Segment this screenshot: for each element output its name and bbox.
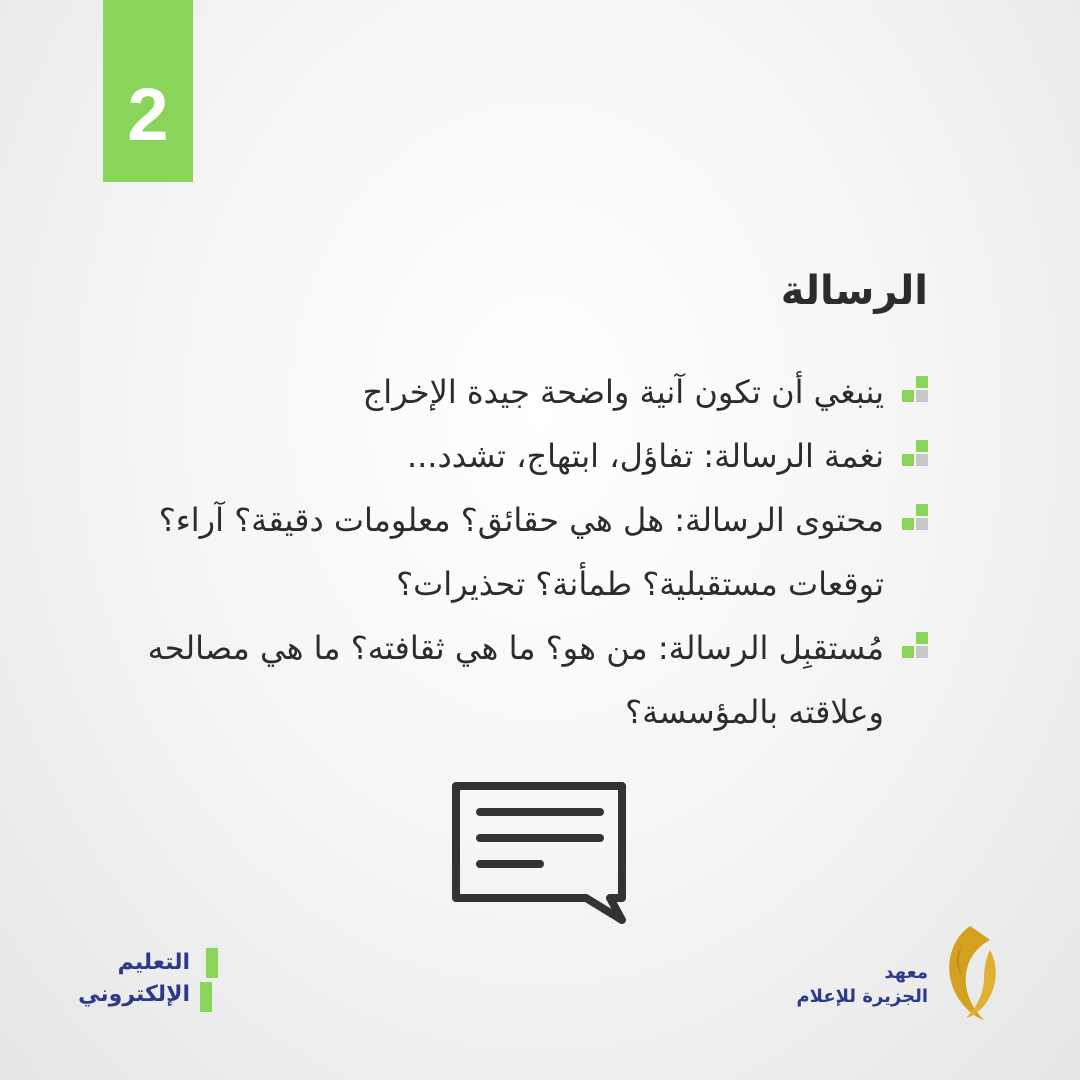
elearning-logo-line2: الإلكتروني	[78, 982, 190, 1007]
elearning-logo	[70, 948, 230, 1018]
green-square-bullet-icon	[900, 504, 928, 532]
logo-bar	[206, 948, 218, 978]
institute-logo-line2: الجزيرة للإعلام	[796, 986, 928, 1007]
green-square-bullet-icon	[900, 632, 928, 660]
logo-bar	[200, 982, 212, 1012]
bullet-text: محتوى الرسالة: هل هي حقائق؟ معلومات دقيقة؟ آراء؟ توقعات مستقبلية؟ طمأنة؟ تحذيرات؟	[158, 501, 884, 603]
green-square-bullet-icon	[900, 440, 928, 468]
slide-number: 2	[127, 73, 169, 156]
green-square-bullet-icon	[900, 376, 928, 404]
institute-logo-line1: معهد	[884, 962, 928, 983]
bullet-list	[88, 360, 928, 744]
slide-number-badge	[103, 0, 193, 182]
institute-emblem-icon	[932, 920, 1008, 1028]
section-title: الرسالة	[780, 268, 928, 314]
bullet-item	[88, 360, 928, 424]
bullet-text: ينبغي أن تكون آنية واضحة جيدة الإخراج	[362, 373, 884, 411]
bullet-item	[88, 616, 928, 744]
elearning-logo-line1: التعليم	[117, 950, 190, 975]
bullet-item	[88, 424, 928, 488]
institute-logo	[796, 920, 1008, 1030]
bullet-text: مُستقبِل الرسالة: من هو؟ ما هي ثقافته؟ ما هي مصالحه وعلاقته بالمؤسسة؟	[147, 629, 884, 731]
bullet-item	[88, 488, 928, 616]
message-icon	[450, 780, 630, 930]
bullet-text: نغمة الرسالة: تفاؤل، ابتهاج، تشدد...	[406, 437, 884, 475]
